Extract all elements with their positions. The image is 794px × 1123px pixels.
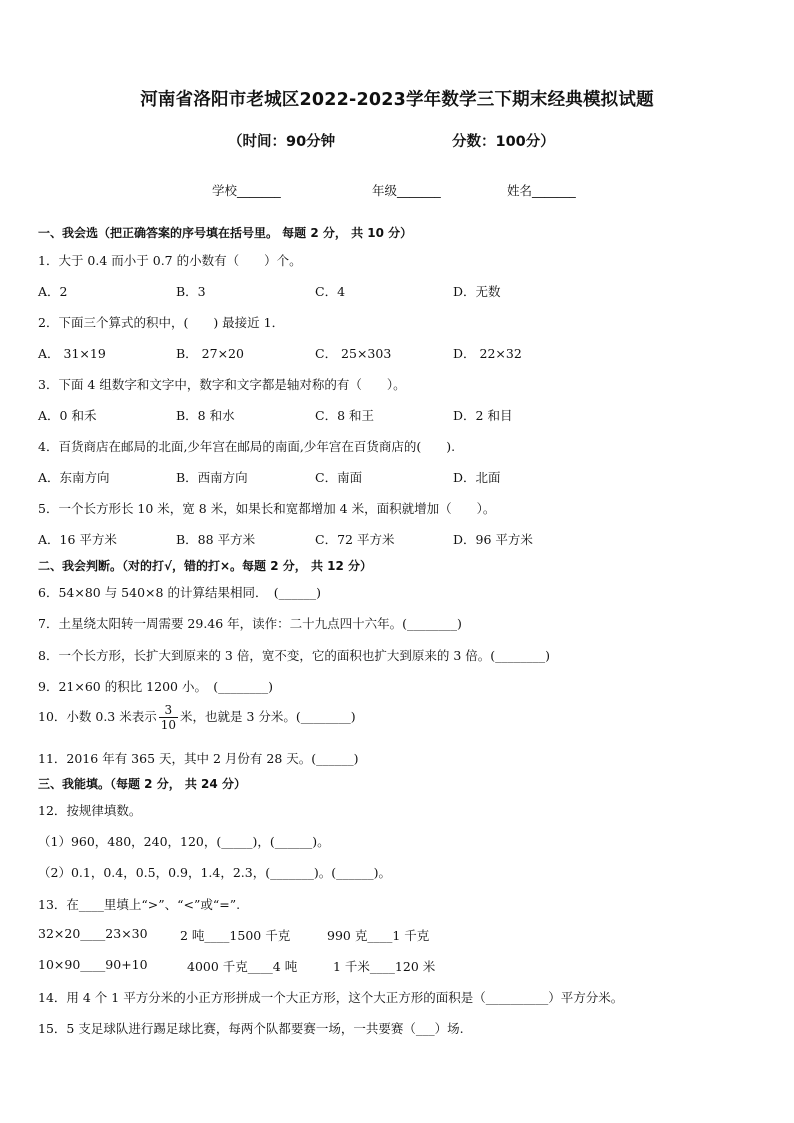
q13-compare-5: 4000 千克____4 吨: [187, 959, 298, 974]
question-8: 8．一个长方形，长扩大到原来的 3 倍，宽不变，它的面积也扩大到原来的 3 倍。(________): [38, 648, 551, 663]
q1-option-d: D．无数: [453, 284, 501, 299]
question-15: 15．5 支足球队进行踢足球比赛，每两个队都要赛一场，一共要赛（___）场.: [38, 1021, 464, 1036]
q13-compare-3: 990 克____1 千克: [327, 928, 430, 943]
question-1: 1．大于 0.4 而小于 0.7 的小数有（ ）个。: [38, 253, 302, 268]
q2-option-a: A． 31×19: [38, 346, 106, 361]
q4-option-a: A．东南方向: [38, 470, 110, 485]
question-12-part-1: （1）960，480，240，120，(_____)，(______)。: [38, 834, 330, 849]
question-14: 14．用 4 个 1 平方分米的小正方形拼成一个大正方形，这个大正方形的面积是（__________）平方分米。: [38, 990, 624, 1005]
exam-score: 分数：100分）: [452, 134, 555, 150]
q5-option-b: B．88 平方米: [176, 532, 256, 547]
q13-compare-6: 1 千米____120 米: [333, 959, 436, 974]
question-3: 3．下面 4 组数字和文字中，数字和文字都是轴对称的有（ ）。: [38, 377, 406, 392]
question-12-part-2: （2）0.1，0.4，0.5，0.9，1.4，2.3，(_______)。(______)。: [38, 865, 391, 880]
q3-option-c: C．8 和王: [315, 408, 374, 423]
q3-option-d: D．2 和目: [453, 408, 513, 423]
question-4: 4．百货商店在邮局的北面,少年宫在邮局的南面,少年宫在百货商店的( ).: [38, 439, 456, 454]
q13-compare-1: 32×20____23×30: [38, 926, 148, 941]
question-5: 5．一个长方形长 10 米，宽 8 米，如果长和宽都增加 4 米，面积就增加（ ）。: [38, 501, 496, 516]
question-9: 9．21×60 的积比 1200 小。 (________): [38, 679, 273, 694]
q13-compare-2: 2 吨____1500 千克: [180, 928, 291, 943]
question-2: 2．下面三个算式的积中，( ) 最接近 1．: [38, 315, 285, 330]
section-heading-judge: 二、我会判断。（对的打√，错的打×。每题 2 分， 共 12 分）: [38, 559, 372, 573]
question-6: 6．54×80 与 540×8 的计算结果相同． (______): [38, 585, 321, 600]
fraction-numerator: 3: [159, 703, 178, 718]
q3-option-a: A．0 和禾: [38, 408, 97, 423]
q3-option-b: B．8 和水: [176, 408, 235, 423]
q1-option-b: B．3: [176, 284, 206, 299]
question-11: 11．2016 年有 365 天，其中 2 月份有 28 天。(______): [38, 751, 359, 766]
q4-option-b: B．西南方向: [176, 470, 248, 485]
question-7: 7．土星绕太阳转一周需要 29.46 年，读作：二十九点四十六年。(________): [38, 616, 462, 631]
page-title: 河南省洛阳市老城区2022-2023学年数学三下期末经典模拟试题: [140, 90, 654, 110]
q10-text-before: 10．小数 0.3 米表示: [38, 709, 157, 724]
name-field: 姓名_______: [507, 183, 576, 198]
q1-option-c: C．4: [315, 284, 346, 299]
q5-option-a: A．16 平方米: [38, 532, 117, 547]
question-10: [38, 703, 356, 732]
q5-option-c: C．72 平方米: [315, 532, 395, 547]
q2-option-d: D． 22×32: [453, 346, 522, 361]
q2-option-c: C． 25×303: [315, 346, 392, 361]
fraction-three-tenths: [159, 703, 178, 732]
q5-option-d: D．96 平方米: [453, 532, 533, 547]
exam-time: （时间：90分钟: [228, 134, 336, 150]
school-field: 学校_______: [212, 183, 281, 198]
q1-option-a: A．2: [38, 284, 68, 299]
q13-compare-4: 10×90____90+10: [38, 957, 148, 972]
q4-option-c: C．南面: [315, 470, 363, 485]
grade-field: 年级_______: [372, 183, 441, 198]
q10-text-after: 米，也就是 3 分米。(________): [180, 709, 356, 724]
q4-option-d: D．北面: [453, 470, 501, 485]
question-13: 13．在____里填上“>”、“<”或“=”.: [38, 897, 241, 912]
section-heading-fill: 三、我能填。（每题 2 分， 共 24 分）: [38, 777, 246, 791]
q2-option-b: B． 27×20: [176, 346, 244, 361]
section-heading-choice: 一、我会选（把正确答案的序号填在括号里。 每题 2 分， 共 10 分）: [38, 226, 413, 240]
question-12: 12．按规律填数。: [38, 803, 142, 818]
fraction-denominator: 10: [160, 718, 177, 732]
